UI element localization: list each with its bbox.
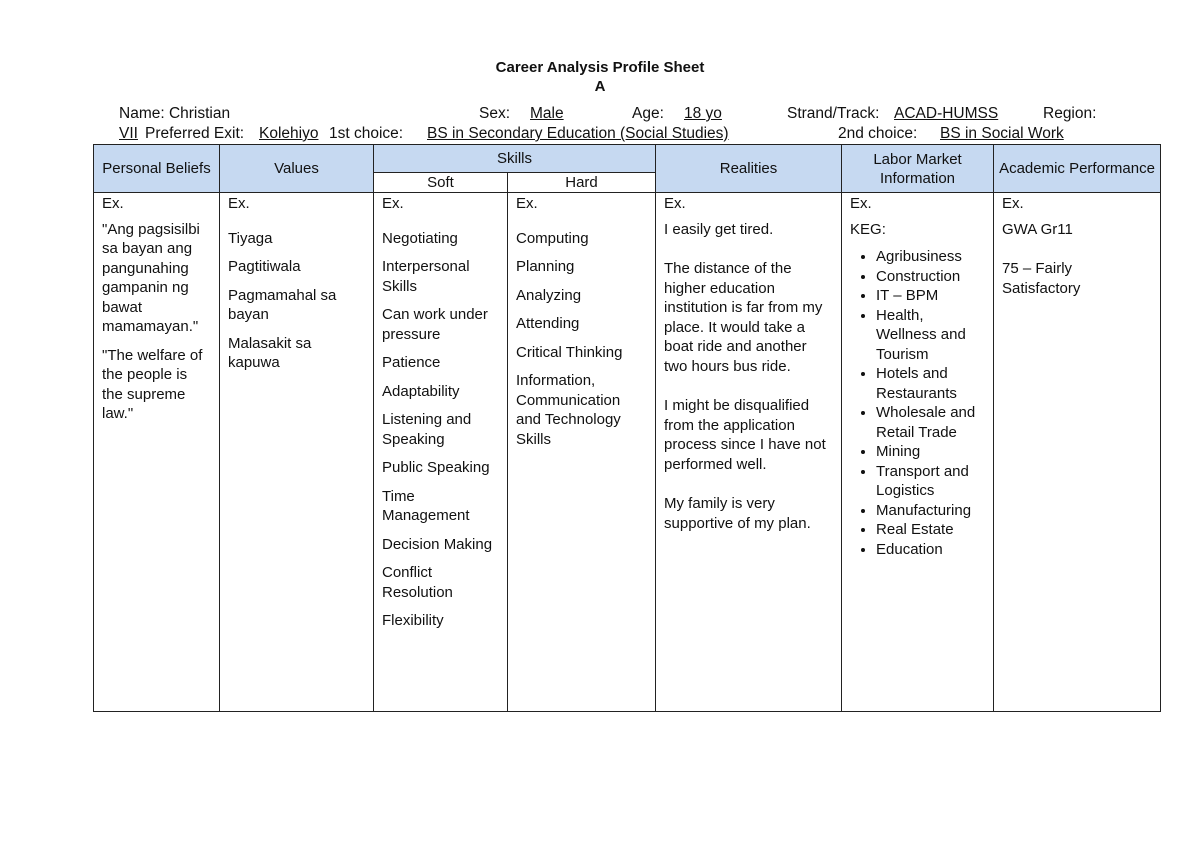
- soft-skill-item: Patience: [382, 354, 441, 371]
- academic-performance-cell: [994, 193, 1161, 712]
- hard-skill-item: Attending: [516, 315, 580, 332]
- strand-label: Strand/Track:: [787, 105, 880, 122]
- keg-item: • Wholesale and Retail Trade: [876, 403, 985, 442]
- hard-skill-item: Planning: [516, 258, 575, 275]
- name-field: Name: Christian: [119, 105, 231, 122]
- value-item: Tiyaga: [228, 229, 273, 247]
- reality-item: I might be disqualified from the application process since I have not performed well.: [664, 397, 826, 473]
- hard-skill-item: Computing: [516, 229, 589, 247]
- header-hard-skills: Hard: [508, 173, 656, 193]
- labor-market-cell: [842, 193, 994, 712]
- strand-value: ACAD-HUMSS: [894, 105, 999, 122]
- soft-skill-item: Public Speaking: [382, 459, 490, 476]
- value-item: Pagmamahal sa bayan: [228, 286, 337, 323]
- soft-skill-item: Can work under pressure: [382, 306, 488, 343]
- keg-item: • Agribusiness: [876, 247, 985, 267]
- soft-skill-item: Negotiating: [382, 229, 458, 247]
- region-label: Region:: [1043, 105, 1097, 122]
- reality-item: My family is very supportive of my plan.: [664, 495, 811, 532]
- header-values: Values: [220, 145, 374, 193]
- keg-list: [850, 247, 985, 559]
- keg-label: KEG:: [850, 220, 886, 238]
- keg-item: • Hotels and Restaurants: [876, 364, 985, 403]
- career-analysis-table: [93, 144, 1161, 712]
- age-label: Age:: [632, 105, 664, 122]
- academic-item: GWA Gr11: [1002, 220, 1073, 238]
- realities-cell: [656, 193, 842, 712]
- soft-skill-item: Time Management: [382, 487, 470, 524]
- keg-item: • Health, Wellness and Tourism: [876, 306, 985, 365]
- sheet-title: Career Analysis Profile Sheet: [495, 59, 705, 76]
- example-label: Ex.: [228, 195, 250, 212]
- soft-skill-item: Adaptability: [382, 382, 460, 400]
- values-cell: [220, 193, 374, 712]
- second-choice-value: BS in Social Work: [940, 125, 1064, 142]
- hard-skill-item: Analyzing: [516, 286, 582, 304]
- first-choice-label: 1st choice:: [329, 125, 404, 142]
- header-academic-performance: Academic Performance: [994, 145, 1161, 193]
- first-choice-value: BS in Secondary Education (Social Studies): [427, 125, 729, 142]
- header-labor-market: Labor Market Information: [842, 145, 994, 193]
- header-realities: Realities: [656, 145, 842, 193]
- soft-skill-item: Flexibility: [382, 612, 444, 629]
- belief-item: "The welfare of the people is the supreme law.": [102, 346, 203, 422]
- keg-item: • Construction: [876, 267, 985, 287]
- reality-item: I easily get tired.: [664, 220, 774, 238]
- keg-item: • Manufacturing: [876, 501, 985, 521]
- hard-skills-cell: [508, 193, 656, 712]
- soft-skill-item: Listening and Speaking: [382, 411, 472, 448]
- exit-value: Kolehiyo: [259, 125, 319, 142]
- hard-skill-item: Critical Thinking: [516, 343, 623, 361]
- example-label: Ex.: [102, 195, 124, 212]
- example-label: Ex.: [382, 195, 404, 212]
- keg-item: • Education: [876, 540, 985, 560]
- header-skills: Skills: [374, 145, 656, 173]
- example-label: Ex.: [850, 195, 872, 212]
- exit-label: Preferred Exit:: [145, 125, 245, 142]
- value-item: Pagtitiwala: [228, 258, 301, 275]
- age-value: 18 yo: [684, 105, 722, 122]
- keg-item: • IT – BPM: [876, 286, 985, 306]
- beliefs-cell: [94, 193, 220, 712]
- sex-label: Sex:: [479, 105, 511, 122]
- header-personal-beliefs: Personal Beliefs: [94, 145, 220, 193]
- belief-item: "Ang pagsisilbi sa bayan ang pangunahing gampanin ng bawat mamamayan.": [102, 220, 200, 335]
- soft-skills-cell: [374, 193, 508, 712]
- hard-skill-item: Information, Communication and Technology Skills: [516, 372, 621, 448]
- keg-item: • Mining: [876, 442, 985, 462]
- academic-item: 75 – Fairly Satisfactory: [1002, 260, 1081, 297]
- keg-item: • Real Estate: [876, 520, 985, 540]
- soft-skill-item: Decision Making: [382, 535, 493, 553]
- keg-item: • Transport and Logistics: [876, 462, 985, 501]
- header-soft-skills: Soft: [374, 173, 508, 193]
- soft-skill-item: Conflict Resolution: [382, 564, 453, 601]
- example-label: Ex.: [1002, 195, 1024, 212]
- reality-item: The distance of the higher education institution is far from my place. It would take a boat ride and another two hours bus ride.: [664, 260, 823, 375]
- sex-value: Male: [530, 105, 564, 122]
- second-choice-label: 2nd choice:: [838, 125, 918, 142]
- region-value: VII: [119, 125, 138, 142]
- example-label: Ex.: [664, 195, 686, 212]
- example-label: Ex.: [516, 195, 538, 212]
- sheet-subtitle: A: [594, 78, 606, 95]
- soft-skill-item: Interpersonal Skills: [382, 258, 470, 295]
- value-item: Malasakit sa kapuwa: [228, 334, 312, 371]
